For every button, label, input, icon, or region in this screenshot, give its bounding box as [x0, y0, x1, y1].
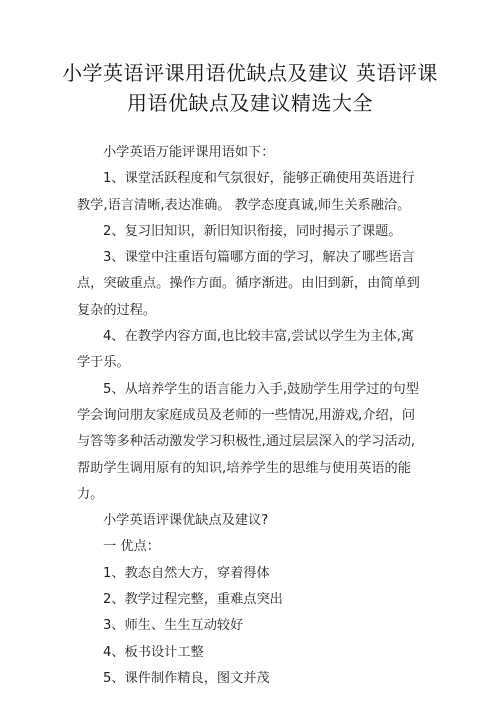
paragraph-line: 小学英语评课优缺点及建议? — [103, 513, 269, 529]
paragraph-line: 小学英语万能评课用语如下： — [103, 145, 275, 160]
title-line-2: 用语优缺点及建议精选大全 — [127, 91, 373, 115]
paragraph-line: 3、师生、生生互动较好 — [103, 618, 244, 634]
paragraph-line: 5、课件制作精良，图文并茂 — [103, 670, 270, 686]
paragraph-line: 4、板书设计工整 — [103, 644, 204, 660]
paragraph-line: 1、教态自然大方，穿着得体 — [103, 565, 270, 581]
paragraph-line: 与答等多种活动激发学习积极性,通过层层深入的学习活动, — [77, 434, 416, 450]
title-line-1: 小学英语评课用语优缺点及建议 英语评课 — [62, 61, 438, 85]
paragraph-line: 3、课堂中注重语句篇哪方面的学习，解决了哪些语言 — [103, 250, 415, 266]
paragraph-line: 复杂的过程。 — [77, 302, 157, 318]
paragraph-line: 学会询问朋友家庭成员及老师的一些情况,用游戏,介绍，问 — [77, 407, 416, 423]
paragraph-line: 2、教学过程完整，重难点突出 — [103, 592, 283, 608]
paragraph-line: 帮助学生调用原有的知识,培养学生的思维与使用英语的能 — [77, 460, 411, 476]
paragraph-line: 2、复习旧知识，新旧知识衔接，同时揭示了课题。 — [103, 223, 402, 239]
paragraph-line: 5、从培养学生的语言能力入手,鼓励学生用学过的句型 — [103, 381, 419, 397]
document-body — [77, 140, 437, 692]
document-title — [60, 58, 440, 118]
paragraph-line: 教学,语言清晰,表达准确。 教学态度真诚,师生关系融洽。 — [77, 197, 411, 213]
paragraph-line: 1、课堂活跃程度和气氛很好，能够正确使用英语进行 — [103, 171, 415, 187]
paragraph-line: 学于乐。 — [77, 355, 130, 371]
paragraph-line: 4、在教学内容方面,也比较丰富,尝试以学生为主体,寓 — [103, 329, 415, 345]
paragraph-line: 点，突破重点。操作方面。循序渐进。由旧到新，由简单到 — [77, 276, 420, 292]
paragraph-line: 力。 — [77, 486, 104, 502]
paragraph-line: 一 优点： — [103, 539, 160, 555]
